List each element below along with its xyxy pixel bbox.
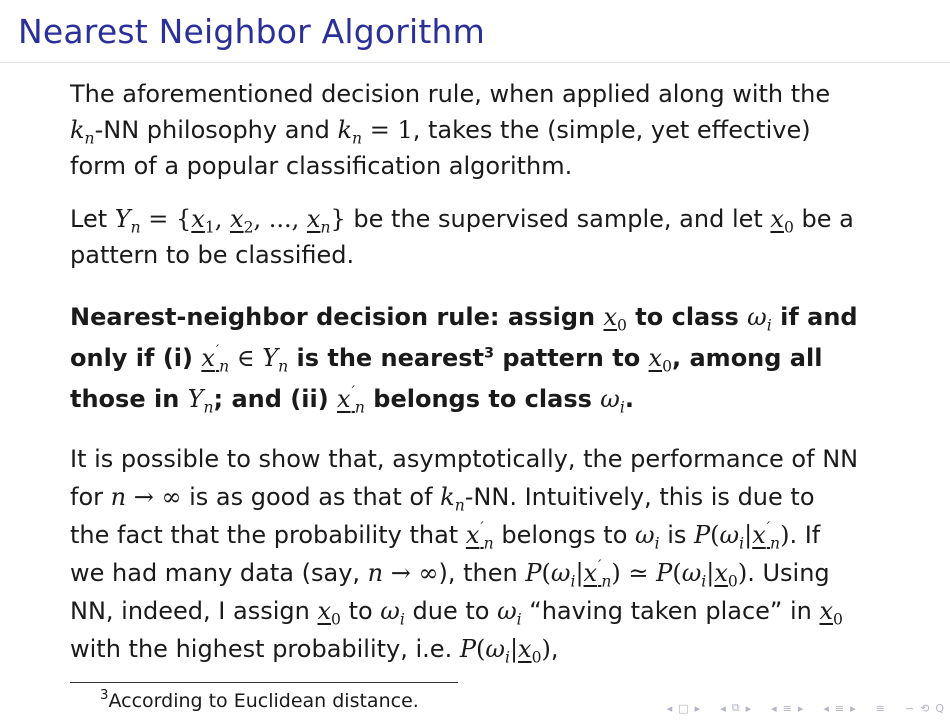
nav-prev-doc-icon[interactable]: ◂ <box>823 701 829 715</box>
footnote-mark: 3 <box>100 688 109 704</box>
title-divider <box>0 62 950 63</box>
nav-prev-subsection-icon[interactable]: ◂ <box>720 701 726 715</box>
footnote <box>100 690 419 712</box>
footnote-ref[interactable]: 3 <box>483 345 494 362</box>
nav-toc-icon[interactable]: ≡ <box>875 701 885 715</box>
paragraph-asymptotic: It is possible to show that, asymptotically, the performance of NN for n → ∞ is as good as that of $k_n-NN$. Intuitively, this is due to the fact that the probability that $x'_n$ belongs to $\omega_i$ is $P(\omega_i|x'_n)$. If we had many data (say, n → ∞), then $P(\omega_i|x'_n)$ ≃ $P(\omega_i|x_0)$. Using NN, indeed, I assign $x_0$ to $\omega_i$ due to $\omega_i$ “having taken place” in $x_0$ with the highest probability, i.e. $P(\omega_i|x_0)$, <box>70 445 859 667</box>
paragraph-intro: The aforementioned decision rule, when applied along with the $k_n-NN$ philosophy and $k_n = 1$, takes the (simple, yet effective) form of a popular classification algorithm. <box>70 80 831 180</box>
nav-prev-frame-icon[interactable]: ◂ <box>666 701 673 715</box>
nav-section-icon[interactable]: ≡ <box>782 701 792 715</box>
beamer-navigation <box>667 699 944 717</box>
nav-search-icon[interactable]: Q <box>935 701 944 715</box>
nav-prev-section-icon[interactable]: ◂ <box>771 701 777 715</box>
footnote-rule <box>70 682 458 683</box>
nav-doc-icon[interactable]: ≡ <box>834 701 845 715</box>
nav-next-doc-icon[interactable]: ▸ <box>850 701 856 715</box>
slide-title: Nearest Neighbor Algorithm <box>18 12 486 51</box>
paragraph-sample: Let $Y_n = \{x_1$, $x_2$, ..., $x_n$} be the supervised sample, and let $x_0$ be a pattern to be classified. <box>70 205 854 269</box>
nav-back-icon[interactable]: ∽ <box>904 701 915 715</box>
nav-next-section-icon[interactable]: ▸ <box>797 701 804 715</box>
footnote-text: According to Euclidean distance. <box>108 690 419 712</box>
nav-frame-icon[interactable]: □ <box>678 701 689 715</box>
nav-subsection-icon[interactable]: ⧉ <box>731 701 740 714</box>
nav-next-frame-icon[interactable]: ▸ <box>694 701 701 715</box>
nn-decision-rule: Nearest-neighbor decision rule: assign $x_0$ to class $\omega_i$ if and only if (i) $x'_n$ ∈ $Y_n$ is the nearest$^3$ pattern to $x_0$, among all those in $Y_n$; and (ii) $x'_n$ belongs to class $\omega_i$. <box>70 303 858 417</box>
nav-forward-icon[interactable]: ⟲ <box>920 701 930 715</box>
nav-next-subsection-icon[interactable]: ▸ <box>745 701 752 715</box>
